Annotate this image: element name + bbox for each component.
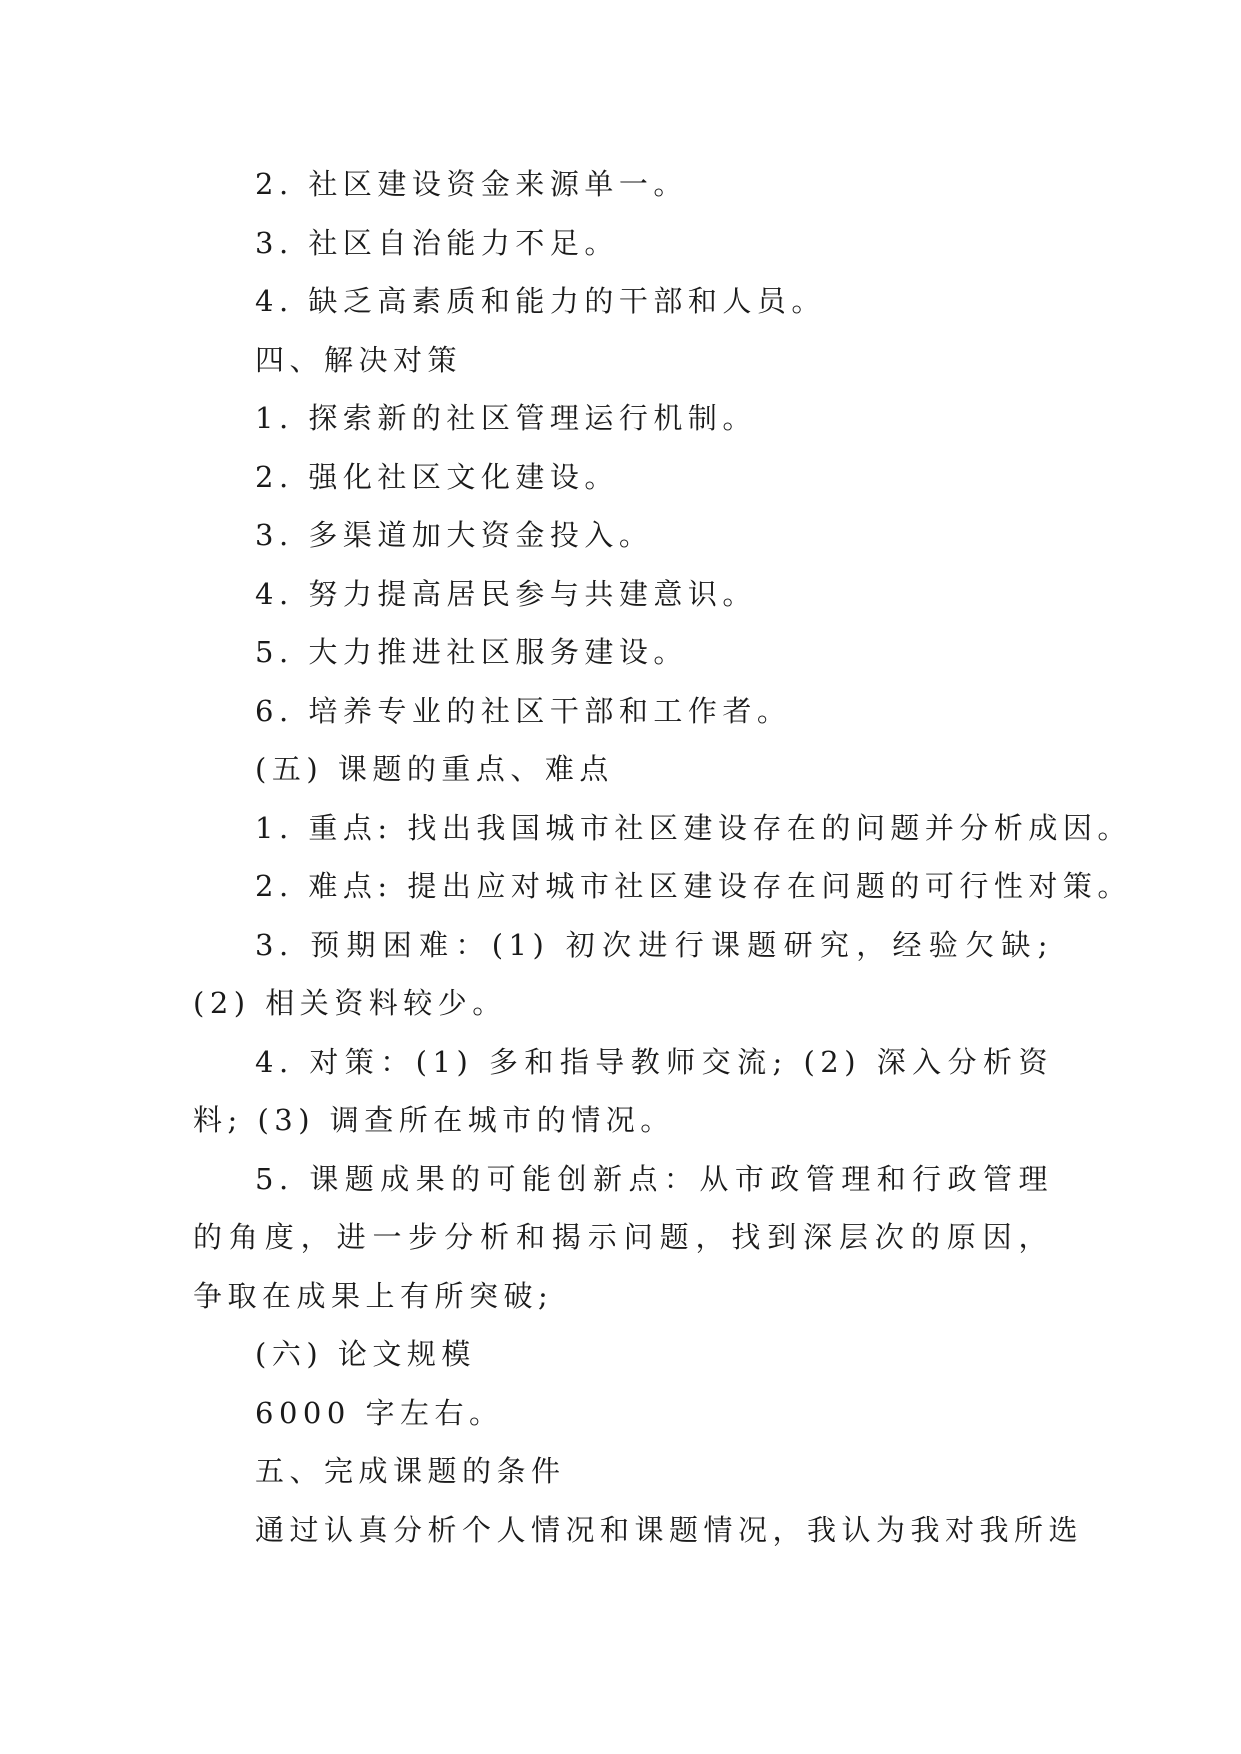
innovation-paragraph: 5. 课题成果的可能创新点：从市政管理和行政管理的角度，进一步分析和揭示问题，找到深层次的原因，争取在成果上有所突破; — [193, 1161, 1053, 1313]
paper-scale-value: 6000 字左右。 — [255, 1395, 504, 1430]
problem-item-2: 2. 社区建设资金来源单一。 — [255, 167, 688, 201]
document-body — [193, 155, 1132, 1559]
solution-item-3: 3. 多渠道加大资金投入。 — [255, 518, 654, 552]
expected-difficulty-paragraph: 3. 预期困难：(1) 初次进行课题研究，经验欠缺; (2) 相关资料较少。 — [193, 927, 1053, 1020]
paper-scale-heading: (六) 论文规模 — [255, 1337, 476, 1371]
problem-item-3: 3. 社区自治能力不足。 — [255, 225, 619, 260]
difficult-point-item: 2. 难点: 提出应对城市社区建设存在问题的可行性对策。 — [255, 869, 1132, 903]
section-four-heading: 四、解决对策 — [255, 342, 463, 377]
key-point-item: 1. 重点: 找出我国城市社区建设存在的问题并分析成因。 — [255, 810, 1132, 845]
conditions-paragraph-start: 通过认真分析个人情况和课题情况，我认为我对我所选 — [255, 1512, 1084, 1547]
problem-item-4: 4. 缺乏高素质和能力的干部和人员。 — [255, 284, 826, 318]
solution-item-2: 2. 强化社区文化建设。 — [255, 459, 619, 494]
solution-item-5: 5. 大力推进社区服务建设。 — [255, 635, 688, 669]
countermeasures-paragraph: 4. 对策：(1) 多和指导教师交流; (2) 深入分析资料; (3) 调查所在城市的情况。 — [193, 1044, 1053, 1137]
solution-item-1: 1. 探索新的社区管理运行机制。 — [255, 401, 757, 435]
key-points-heading: (五) 课题的重点、难点 — [255, 752, 614, 786]
solution-item-6: 6. 培养专业的社区干部和工作者。 — [255, 693, 792, 728]
section-five-heading: 五、完成课题的条件 — [255, 1454, 566, 1488]
solution-item-4: 4. 努力提高居民参与共建意识。 — [255, 576, 757, 611]
